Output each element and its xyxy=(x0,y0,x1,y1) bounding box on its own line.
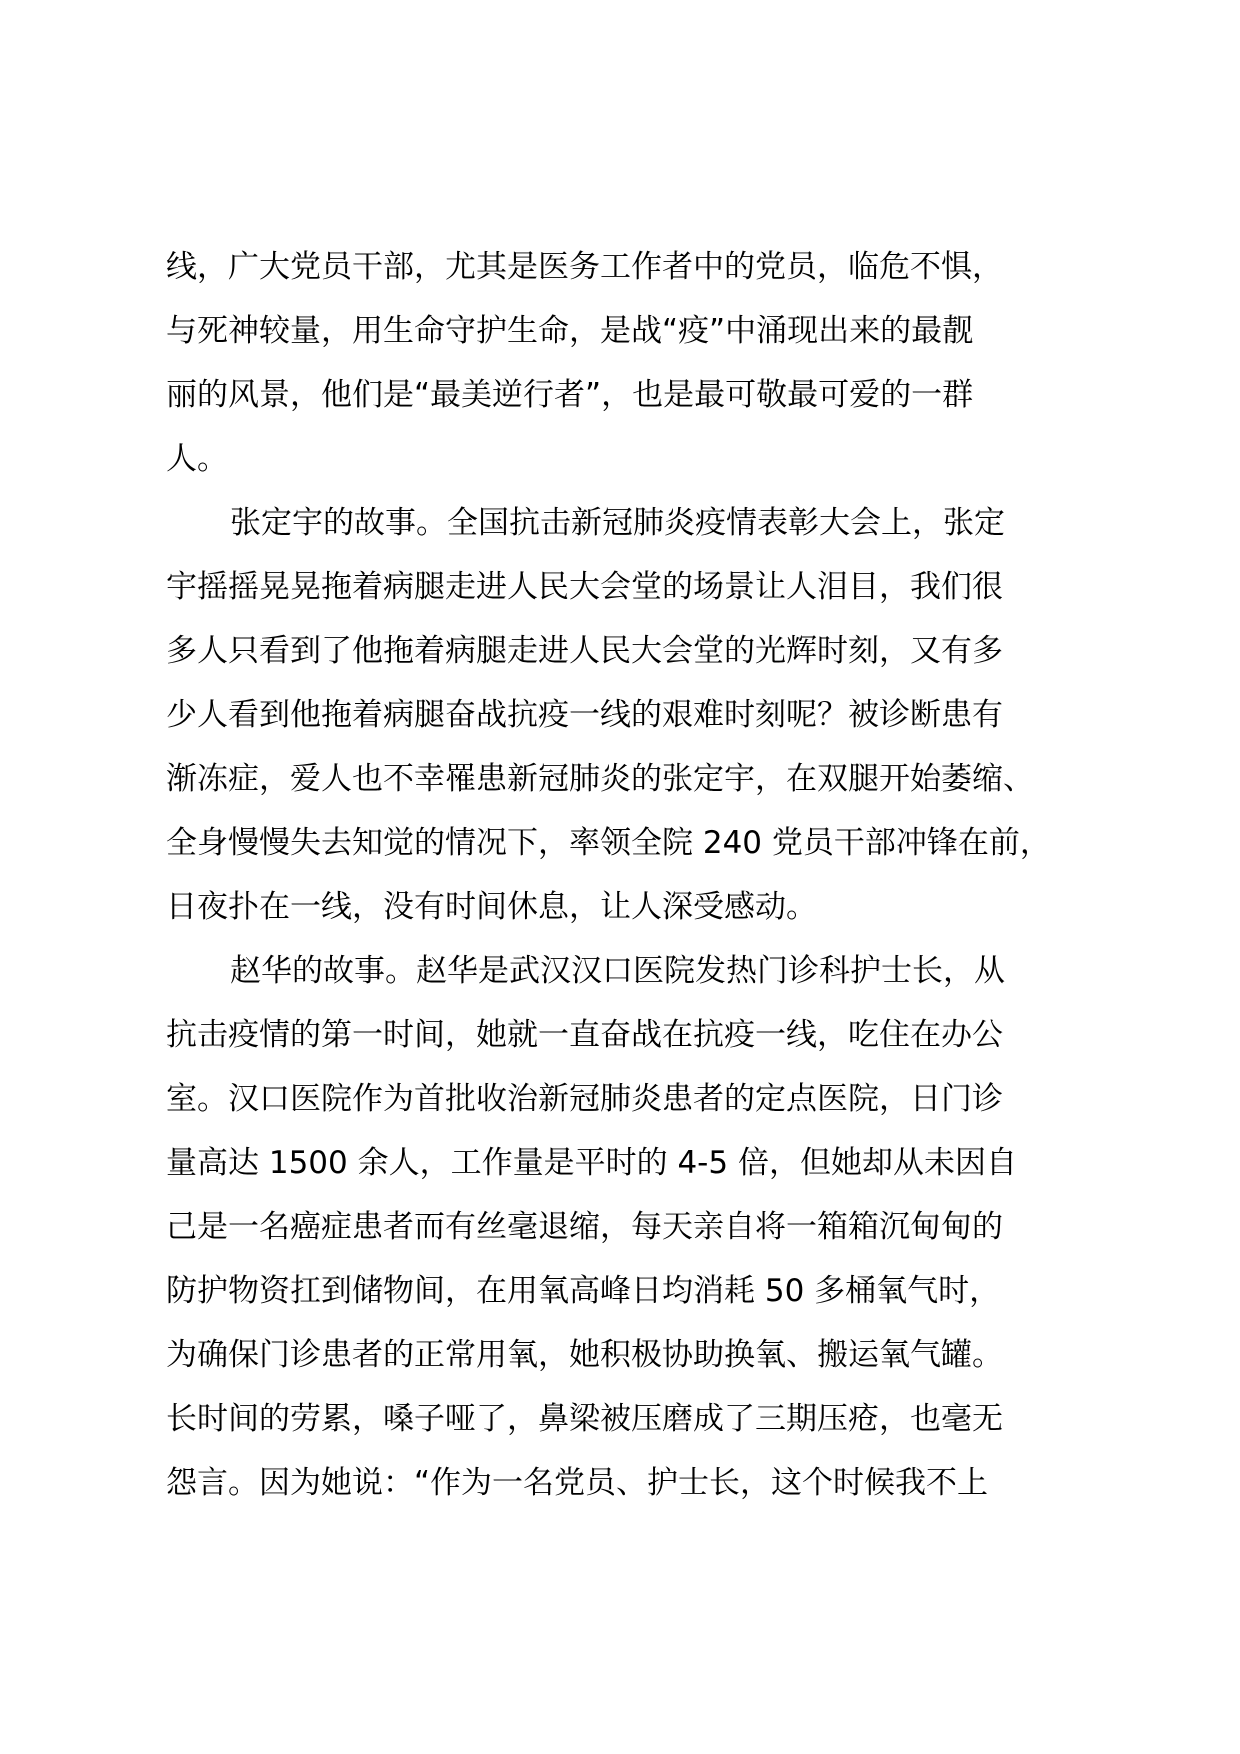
paragraph-line: 渐冻症，爱人也不幸罹患新冠肺炎的张定宇，在双腿开始萎缩、 xyxy=(166,761,1034,797)
paragraph-line: 日夜扑在一线，没有时间休息，让人深受感动。 xyxy=(166,889,817,925)
paragraph-line: 室。汉口医院作为首批收治新冠肺炎患者的定点医院，日门诊 xyxy=(166,1081,1003,1117)
paragraph-line: 怨言。因为她说：“作为一名党员、护士长，这个时候我不上 xyxy=(166,1465,989,1501)
paragraph-line: 为确保门诊患者的正常用氧，她积极协助换氧、搬运氧气罐。 xyxy=(166,1337,1003,1373)
paragraph-line: 丽的风景，他们是“最美逆行者”，也是最可敬最可爱的一群 xyxy=(166,377,974,413)
paragraph-line: 人。 xyxy=(166,441,228,477)
paragraph-line: 多人只看到了他拖着病腿走进人民大会堂的光辉时刻，又有多 xyxy=(166,633,1003,669)
paragraph-line: 防护物资扛到储物间，在用氧高峰日均消耗 50 多桶氧气时， xyxy=(166,1273,1001,1309)
paragraph-line: 线，广大党员干部，尤其是医务工作者中的党员，临危不惧， xyxy=(166,249,1003,285)
paragraph-line: 赵华的故事。赵华是武汉汉口医院发热门诊科护士长，从 xyxy=(230,953,1005,989)
paragraph-line: 抗击疫情的第一时间，她就一直奋战在抗疫一线，吃住在办公 xyxy=(166,1017,1003,1053)
paragraph-line: 少人看到他拖着病腿奋战抗疫一线的艰难时刻呢？被诊断患有 xyxy=(166,697,1003,733)
paragraph-line: 与死神较量，用生命守护生命，是战“疫”中涌现出来的最靓 xyxy=(166,313,974,349)
paragraph-line: 己是一名癌症患者而有丝毫退缩，每天亲自将一箱箱沉甸甸的 xyxy=(166,1209,1003,1245)
paragraph-line: 长时间的劳累，嗓子哑了，鼻梁被压磨成了三期压疮，也毫无 xyxy=(166,1401,1003,1437)
paragraph-line: 全身慢慢失去知觉的情况下，率领全院 240 党员干部冲锋在前， xyxy=(166,825,1051,861)
paragraph-line: 宇摇摇晃晃拖着病腿走进人民大会堂的场景让人泪目，我们很 xyxy=(166,569,1003,605)
paragraph-line: 张定宇的故事。全国抗击新冠肺炎疫情表彰大会上，张定 xyxy=(230,505,1005,541)
paragraph-line: 量高达 1500 余人，工作量是平时的 4-5 倍，但她却从未因自 xyxy=(166,1145,1017,1181)
